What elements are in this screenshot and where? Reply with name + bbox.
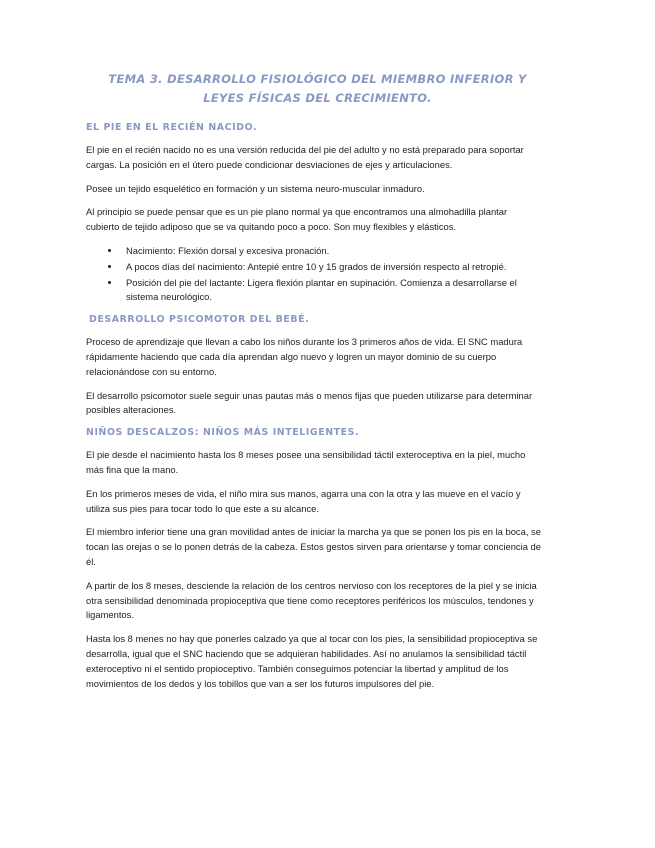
bullet-item: • A pocos días del nacimiento: Antepié entre 10 y 15 grados de inversión respecto al retropié. <box>121 260 543 275</box>
paragraph: A partir de los 8 meses, desciende la relación de los centros nervioso con los receptores de la piel y se inicia otra sensibilidad denominada propioceptiva que tiene como receptores periféricos los músculos, tendones y ligamentos. <box>86 579 537 621</box>
section-heading-barefoot: NIÑOS DESCALZOS: NIÑOS MÁS INTELIGENTES. <box>86 427 360 439</box>
document-title: TEMA 3. DESARROLLO FISIOLÓGICO DEL MIEMBRO INFERIOR Y LEYES FÍSICAS DEL CRECIMIENTO. <box>108 72 527 105</box>
bullet-item: • Nacimiento: Flexión dorsal y excesiva pronación. <box>121 244 543 259</box>
paragraph: El miembro inferior tiene una gran movilidad antes de iniciar la marcha ya que se ponen los pis en la boca, se tocan las orejas o se lo ponen detrás de la cabeza. Estos gestos sirven para orientarse y tomar conciencia de él. <box>86 526 541 567</box>
paragraph: Proceso de aprendizaje que llevan a cabo los niños durante los 3 primeros años de vida. El SNC madura rápidamente haciendo que cada día aprendan algo nuevo y logren un mayor dominio de su cuerpo relacionándose con su entorno. <box>86 336 523 377</box>
paragraph: Posee un tejido esquelético en formación y un sistema neuro-muscular inmaduro. <box>86 182 425 194</box>
section-heading-newborn-foot: EL PIE EN EL RECIÉN NACIDO. <box>86 122 258 133</box>
paragraph: El pie en el recién nacido no es una versión reducida del pie del adulto y no está preparado para soportar cargas. La posición en el útero puede condicionar desviaciones de ejes y articulaciones. <box>86 144 524 170</box>
bullet-list <box>86 244 543 305</box>
paragraph: El desarrollo psicomotor suele seguir unas pautas más o menos fijas que pueden utilizarse para determinar posibles alteraciones. <box>86 389 533 416</box>
paragraph: Al principio se puede pensar que es un pie plano normal ya que encontramos una almohadilla plantar cubierto de tejido adiposo que se va quitando poco a poco. Son muy flexibles y elásticos. <box>86 206 508 233</box>
section-heading-psychomotor: DESARROLLO PSICOMOTOR DEL BEBÉ. <box>89 314 310 326</box>
paragraph: El pie desde el nacimiento hasta los 8 meses posee una sensibilidad táctil exteroceptiva en la piel, mucho más fina que la mano. <box>86 449 526 475</box>
paragraph: En los primeros meses de vida, el niño mira sus manos, agarra una con la otra y las mueve en el vacío y utiliza sus pies para tocar todo lo que este a su alcance. <box>86 487 521 514</box>
bullet-item: • Posición del pie del lactante: Ligera flexión plantar en supinación. Comienza a desarrollarse el sistema neurológico. <box>121 276 543 306</box>
paragraph: Hasta los 8 menes no hay que ponerles calzado ya que al tocar con los pies, la sensibilidad propioceptiva se desarrolla, igual que el SNC haciendo que se adquieran habilidades. Así no anulamos la sensibilidad táctil exteroceptivo ni el sentido propioceptivo. También conseguimos potenciar la libertad y amplitud de los movimientos de los dedos y los tobillos que van a ser los futuros impulsores del pie. <box>86 633 538 689</box>
